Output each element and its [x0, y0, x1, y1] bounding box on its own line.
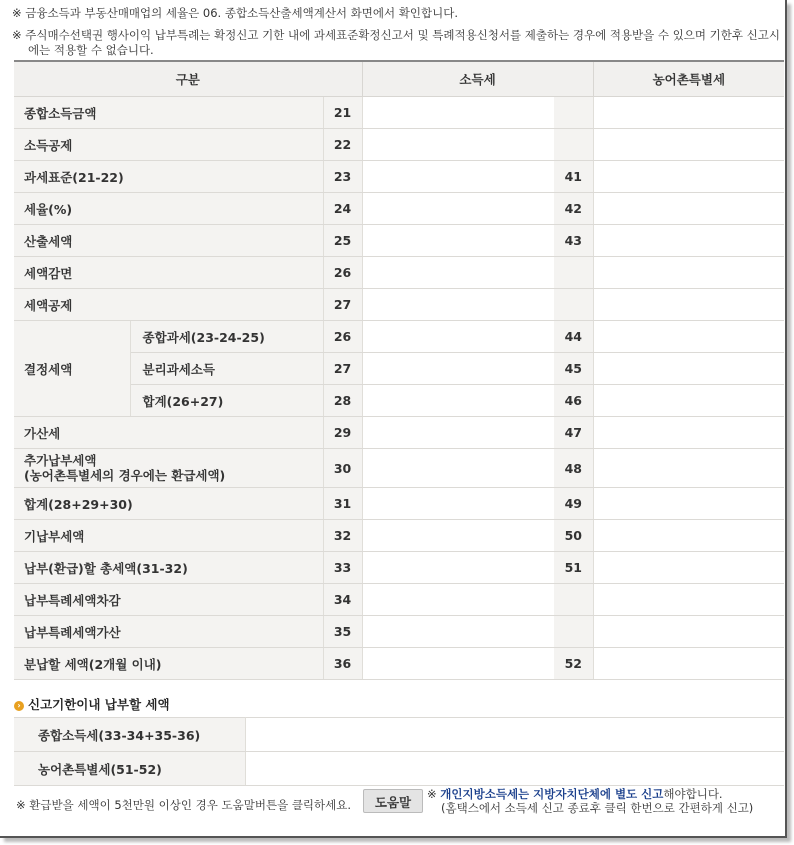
row-label: 납부특례세액가산: [14, 616, 323, 648]
local-tax-note-line1: [427, 787, 753, 801]
line-code: [554, 257, 593, 289]
rural-tax-value: [593, 97, 784, 129]
local-tax-note-line2: (홈택스에서 소득세 신고 종료후 클릭 한번으로 간편하게 신고): [441, 801, 754, 815]
line-code: [554, 584, 593, 616]
help-button[interactable]: 도움말: [363, 789, 423, 813]
line-code: 21: [323, 97, 362, 129]
line-code: 26: [323, 257, 362, 289]
line-code: [554, 97, 593, 129]
rural-tax-value[interactable]: [593, 385, 784, 417]
line-code: 47: [554, 417, 593, 449]
line-code: [554, 616, 593, 648]
row-label-line: (농어촌특별세의 경우에는 환급세액): [24, 468, 226, 483]
line-code: 49: [554, 488, 593, 520]
income-tax-value[interactable]: [362, 520, 554, 552]
table-row: [14, 417, 784, 449]
table-row: [14, 718, 784, 752]
table-row: [14, 97, 784, 129]
rural-tax-value[interactable]: [593, 321, 784, 353]
table-row: [14, 449, 784, 488]
rural-tax-value[interactable]: [593, 488, 784, 520]
income-tax-value[interactable]: [362, 161, 554, 193]
row-label: 종합소득세(33-34+35-36): [14, 718, 245, 752]
table-row: [14, 289, 784, 321]
table-row: [14, 385, 784, 417]
row-label: 기납부세액: [14, 520, 323, 552]
income-tax-value[interactable]: [362, 552, 554, 584]
line-code: 44: [554, 321, 593, 353]
line-code: 31: [323, 488, 362, 520]
section-title: [14, 695, 170, 713]
income-tax-value[interactable]: [362, 97, 554, 129]
income-tax-value[interactable]: [362, 488, 554, 520]
table-row: [14, 552, 784, 584]
table-row: [14, 193, 784, 225]
section-title-text: 신고기한이내 납부할 세액: [28, 697, 170, 712]
line-code: 46: [554, 385, 593, 417]
rural-tax-value[interactable]: [593, 225, 784, 257]
income-tax-value[interactable]: [362, 449, 554, 488]
row-label: 과세표준(21-22): [14, 161, 323, 193]
rural-tax-value: [593, 257, 784, 289]
row-label: 산출세액: [14, 225, 323, 257]
table-row: [14, 488, 784, 520]
rural-tax-value[interactable]: [593, 353, 784, 385]
row-label: 종합소득금액: [14, 97, 323, 129]
rural-tax-value: [593, 616, 784, 648]
row-label: 합계(26+27): [130, 385, 323, 417]
row-label: 분납할 세액(2개월 이내): [14, 648, 323, 680]
line-code: 23: [323, 161, 362, 193]
line-code: 36: [323, 648, 362, 680]
line-code: 48: [554, 449, 593, 488]
income-tax-value[interactable]: [362, 584, 554, 616]
table-row: [14, 129, 784, 161]
line-code: 41: [554, 161, 593, 193]
income-tax-value[interactable]: [362, 193, 554, 225]
rural-tax-value: [593, 129, 784, 161]
rural-tax-value[interactable]: [593, 648, 784, 680]
row-label: 가산세: [14, 417, 323, 449]
line-code: 22: [323, 129, 362, 161]
income-tax-value[interactable]: [362, 257, 554, 289]
line-code: 26: [323, 321, 362, 353]
table-row: [14, 321, 784, 353]
line-code: 28: [323, 385, 362, 417]
col-header-rural-tax: 농어촌특별세: [593, 61, 784, 97]
local-tax-suffix: 해야합니다.: [663, 787, 723, 801]
table-row: [14, 225, 784, 257]
line-code: 32: [323, 520, 362, 552]
income-tax-value[interactable]: [362, 289, 554, 321]
table-row: [14, 353, 784, 385]
line-code: 25: [323, 225, 362, 257]
row-label: 합계(28+29+30): [14, 488, 323, 520]
note-mark: ※: [427, 787, 437, 801]
rural-tax-value[interactable]: [593, 161, 784, 193]
line-code: 51: [554, 552, 593, 584]
tax-calc-table: [14, 60, 784, 680]
line-code: 27: [323, 289, 362, 321]
row-label: 세액공제: [14, 289, 323, 321]
line-code: 34: [323, 584, 362, 616]
table-row: [14, 616, 784, 648]
note-stock-option-b: 에는 적용할 수 없습니다.: [28, 43, 154, 57]
line-code: [554, 289, 593, 321]
row-label: 소득공제: [14, 129, 323, 161]
arrow-bullet-icon: ›: [14, 701, 24, 711]
income-tax-value[interactable]: [362, 129, 554, 161]
rural-tax-due-value[interactable]: [245, 752, 784, 786]
row-label: 납부특례세액차감: [14, 584, 323, 616]
row-label: [14, 449, 323, 488]
line-code: 43: [554, 225, 593, 257]
rural-tax-value[interactable]: [593, 417, 784, 449]
rural-tax-value[interactable]: [593, 193, 784, 225]
line-code: 33: [323, 552, 362, 584]
line-code: 52: [554, 648, 593, 680]
row-label: 세율(%): [14, 193, 323, 225]
income-tax-value[interactable]: [362, 225, 554, 257]
row-label: 납부(환급)할 총세액(31-32): [14, 552, 323, 584]
group-label-decided-tax: 결정세액: [14, 321, 130, 417]
income-tax-value[interactable]: [362, 321, 554, 353]
row-label: 농어촌특별세(51-52): [14, 752, 245, 786]
table-row: [14, 161, 784, 193]
row-label: 종합과세(23-24-25): [130, 321, 323, 353]
local-tax-note: [427, 787, 753, 815]
rural-tax-value: [593, 584, 784, 616]
row-label: 분리과세소득: [130, 353, 323, 385]
income-tax-due-value[interactable]: [245, 718, 784, 752]
line-code: 35: [323, 616, 362, 648]
table-row: [14, 257, 784, 289]
income-tax-value[interactable]: [362, 385, 554, 417]
line-code: 50: [554, 520, 593, 552]
table-row: [14, 584, 784, 616]
col-header-income-tax: 소득세: [362, 61, 593, 97]
rural-tax-value: [593, 289, 784, 321]
line-code: 42: [554, 193, 593, 225]
row-label: 세액감면: [14, 257, 323, 289]
line-code: 27: [323, 353, 362, 385]
table-row: [14, 520, 784, 552]
line-code: 24: [323, 193, 362, 225]
rural-tax-value[interactable]: [593, 520, 784, 552]
income-tax-value[interactable]: [362, 417, 554, 449]
line-code: [554, 129, 593, 161]
table-row: [14, 648, 784, 680]
refund-help-note: ※ 환급받을 세액이 5천만원 이상인 경우 도움말버튼을 클릭하세요.: [16, 798, 352, 812]
local-tax-emphasis: 개인지방소득세는 지방자치단체에 별도 신고: [440, 787, 664, 801]
line-code: 29: [323, 417, 362, 449]
note-tax-rate: ※ 금융소득과 부동산매매업의 세율은 06. 종합소득산출세액계산서 화면에서 확인합니다.: [12, 6, 458, 20]
row-label-line: 추가납부세액: [24, 453, 97, 468]
line-code: 30: [323, 449, 362, 488]
col-header-category: 구분: [14, 61, 362, 97]
rural-tax-value[interactable]: [593, 552, 784, 584]
income-tax-value[interactable]: [362, 616, 554, 648]
income-tax-value[interactable]: [362, 648, 554, 680]
due-tax-table: [14, 717, 784, 786]
note-stock-option-a: ※ 주식매수선택권 행사이익 납부특례는 확정신고 기한 내에 과세표준확정신고서 및 특례적용신청서를 제출하는 경우에 적용받을 수 있으며 기한후 신고시: [12, 28, 780, 42]
income-tax-value[interactable]: [362, 353, 554, 385]
table-row: [14, 752, 784, 786]
line-code: 45: [554, 353, 593, 385]
rural-tax-value[interactable]: [593, 449, 784, 488]
